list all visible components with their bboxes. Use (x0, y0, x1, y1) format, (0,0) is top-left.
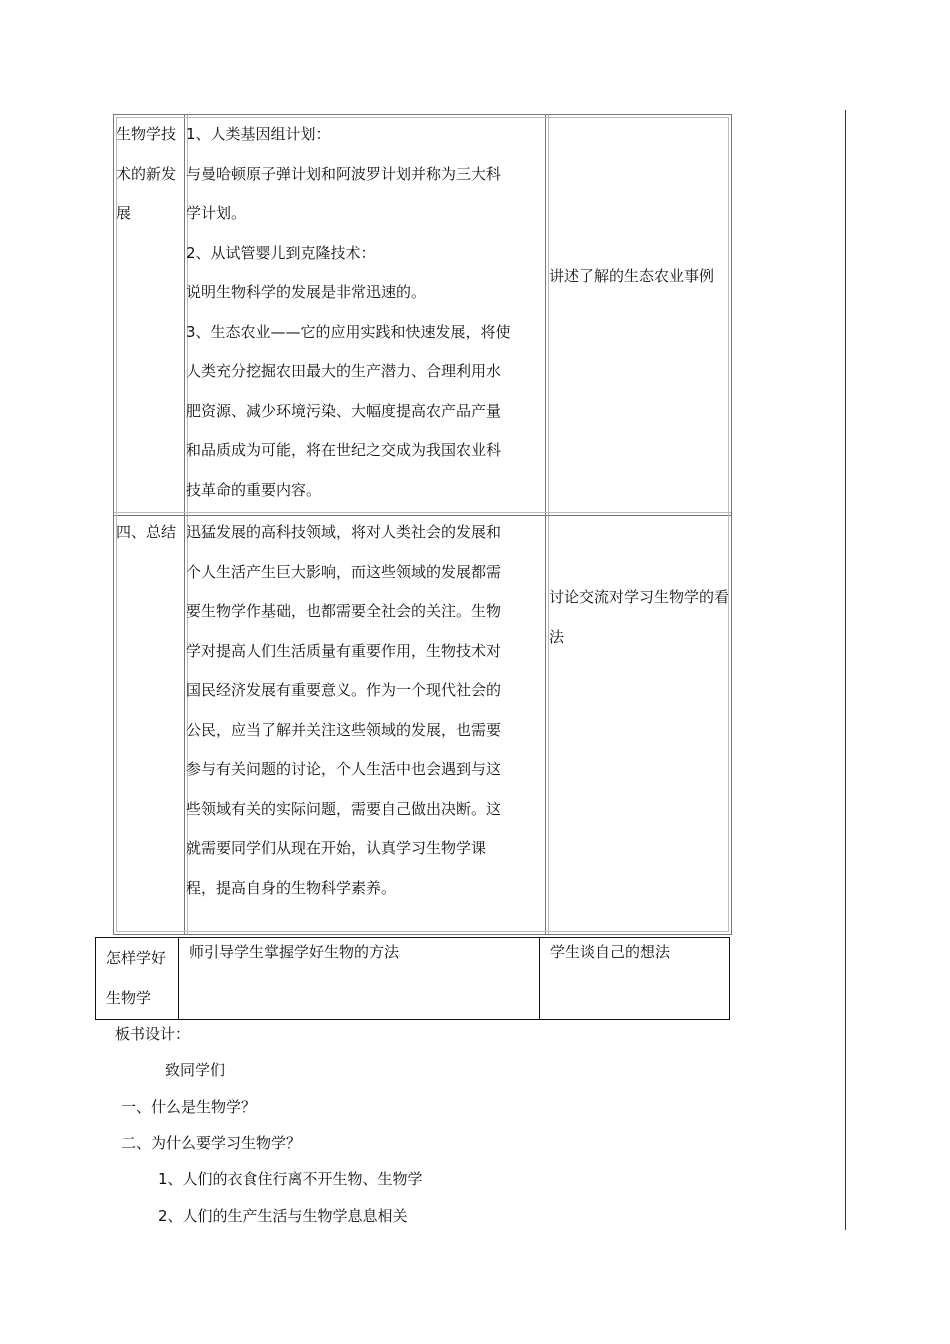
content-line: 就需要同学们从现在开始，认真学习生物学课 (186, 839, 487, 857)
content-line: 人类充分挖掘农田最大的生产潜力、合理利用水 (186, 362, 502, 380)
content-line: 技革命的重要内容。 (186, 480, 322, 499)
content-line: 程，提高自身的生物科学素养。 (186, 878, 397, 897)
content-line: 和品质成为可能，将在世纪之交成为我国农业科 (186, 441, 502, 459)
row-content (186, 115, 547, 512)
content-line: 3、生态农业——它的应用实践和快速发展，将使 (186, 322, 511, 341)
board-subitem: 2、人们的生产生活与生物学息息相关 (158, 1207, 408, 1225)
board-item: 二、为什么要学习生物学？ (121, 1134, 302, 1152)
lesson-table-upper (113, 114, 732, 935)
content-line: 国民经济发展有重要意义。作为一个现代社会的 (186, 681, 502, 699)
topic-text: 四、总结 (116, 523, 177, 541)
content-line: 1、人类基因组计划： (186, 125, 331, 143)
column-divider (539, 938, 540, 1019)
content-line: 些领域有关的实际问题，需要自己做出决断。这 (186, 799, 502, 818)
row-activity (549, 578, 731, 698)
content-line: 参与有关问题的讨论，个人生活中也会遇到与这 (186, 760, 502, 778)
board-subitem: 1、人们的衣食住行离不开生物、生物学 (158, 1170, 423, 1188)
content-line: 公民，应当了解并关注这些领域的发展，也需要 (186, 720, 502, 739)
activity-text: 讨论交流对学习生物学的看法 (549, 588, 730, 646)
activity-text: 讲述了解的生态农业事例 (549, 267, 715, 285)
board-design-heading: 板书设计： (115, 1025, 191, 1043)
content-line: 要生物学作基础，也都需要全社会的关注。生物 (186, 602, 502, 620)
row-topic: 怎样学好生物学 (106, 949, 167, 1007)
topic-text: 生物学技术的新发展 (116, 125, 177, 222)
content-line: 学对提高人们生活质量有重要作用，生物技术对 (186, 641, 502, 660)
content-line: 2、从试管婴儿到克隆技术： (186, 243, 376, 262)
row-topic (116, 115, 186, 512)
row-content: 师引导学生掌握学好生物的方法 (189, 943, 400, 961)
row-topic (116, 513, 186, 573)
content-line: 说明生物科学的发展是非常迅速的。 (186, 283, 427, 301)
content-line: 肥资源、减少环境污染、大幅度提高农产品产量 (186, 401, 502, 420)
content-line: 迅猛发展的高科技领域，将对人类社会的发展和 (186, 523, 502, 541)
board-title: 致同学们 (165, 1061, 226, 1079)
row-activity (549, 257, 731, 377)
content-line: 个人生活产生巨大影响，而这些领域的发展都需 (186, 562, 502, 581)
column-divider (178, 938, 179, 1019)
lesson-table-lower (95, 937, 730, 1020)
row-content (186, 513, 547, 933)
content-line: 与曼哈顿原子弹计划和阿波罗计划并称为三大科 (186, 164, 502, 183)
board-item: 一、什么是生物学？ (121, 1098, 257, 1116)
row-activity: 学生谈自己的想法 (550, 943, 671, 961)
content-line: 学计划。 (186, 204, 247, 222)
page-margin-line (845, 110, 846, 1230)
